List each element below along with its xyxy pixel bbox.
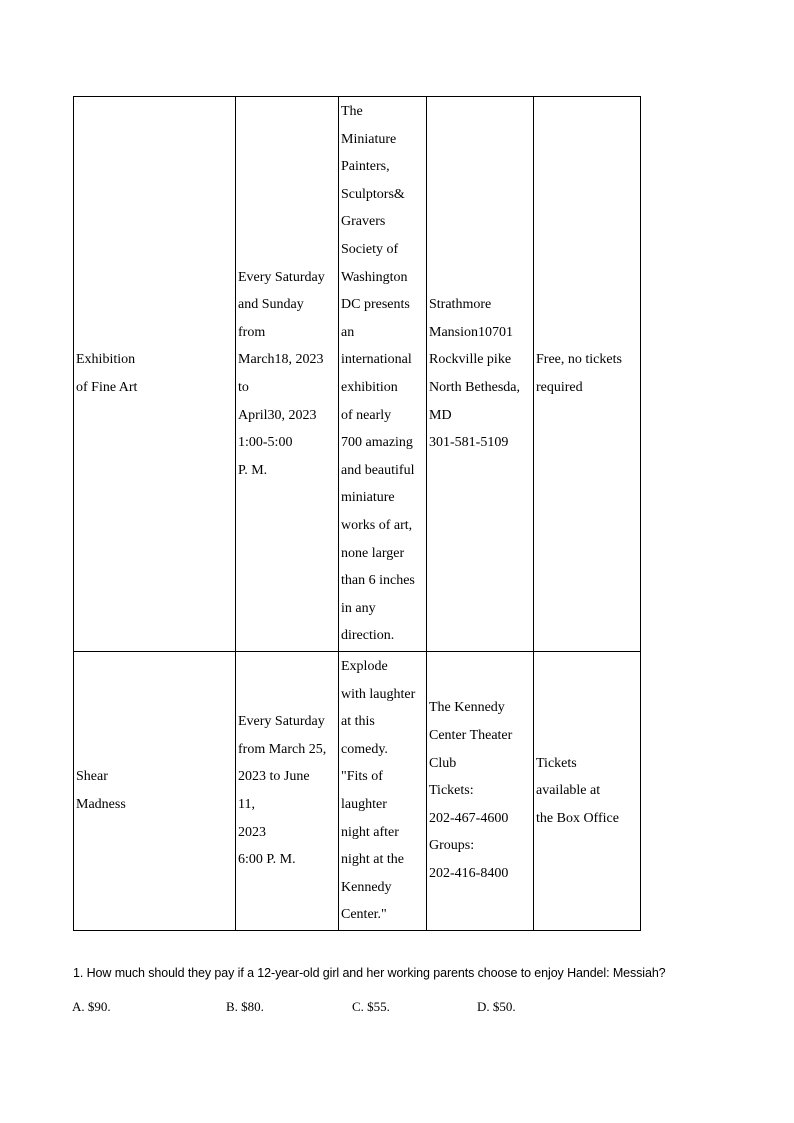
cell-line: exhibition [341, 380, 398, 395]
event-name-cell [74, 652, 236, 931]
cell-line: none larger [341, 545, 405, 561]
cell-line: Madness [76, 797, 126, 812]
cell-line: Groups: [429, 838, 475, 854]
event-time-cell [236, 97, 339, 652]
cell-line: 11, [238, 797, 255, 812]
question-body: How much should they pay if a 12-year-old girl and her working parents choose to enjoy Handel: Messiah? [86, 966, 666, 980]
cell-line: MD [429, 407, 452, 423]
question-number: 1. [73, 966, 84, 980]
cell-line: Center Theater [429, 728, 513, 744]
cell-line: in any [341, 600, 376, 616]
table-row [74, 97, 641, 652]
cell-line: the Box Office [536, 810, 619, 826]
event-tickets-cell [534, 652, 641, 931]
cell-line: works of art, [341, 517, 413, 533]
cell-line: Miniature [341, 131, 397, 147]
cell-line: Every Saturday [238, 269, 325, 285]
event-location-cell [427, 97, 534, 652]
cell-line: Club [429, 755, 457, 771]
cell-line: miniature [341, 490, 395, 506]
cell-line: Tickets [536, 755, 577, 771]
cell-line: Explode [341, 659, 388, 675]
cell-line: 2023 [238, 824, 266, 840]
cell-line: from [238, 324, 266, 340]
cell-line: Every Saturday [238, 714, 325, 730]
option-c[interactable]: C. $55. [352, 999, 390, 1014]
option-b[interactable]: B. $80. [226, 999, 264, 1014]
cell-line: international [341, 352, 412, 368]
cell-line: Sculptors& [341, 186, 405, 202]
cell-line: an [341, 324, 355, 340]
cell-line: Shear [76, 769, 108, 785]
cell-line: required [536, 380, 583, 395]
cell-line: Mansion10701 [429, 324, 513, 340]
cell-line: March18, 2023 [238, 352, 324, 368]
cell-line: 202-416-8400 [429, 865, 509, 881]
event-name-cell [74, 97, 236, 652]
cell-line: 6:00 P. M. [238, 852, 296, 868]
cell-line: The Kennedy [429, 700, 505, 716]
cell-line: 1:00-5:00 [238, 435, 293, 451]
cell-line: than 6 inches [341, 573, 415, 589]
cell-line: Society of [341, 242, 399, 258]
cell-line: Painters, [341, 159, 390, 175]
cell-line: Rockville pike [429, 352, 512, 368]
cell-line: at this [341, 714, 375, 730]
cell-line: Free, no tickets [536, 352, 622, 368]
event-description-cell [339, 652, 427, 931]
cell-line: comedy. [341, 741, 388, 757]
cell-line: from March 25, [238, 741, 327, 757]
event-location-cell [427, 652, 534, 931]
cell-line: laughter [341, 797, 387, 812]
cell-line: Exhibition [76, 352, 136, 368]
table-row [74, 652, 641, 931]
cell-line: Gravers [341, 214, 386, 230]
question-text [73, 966, 666, 980]
cell-line: "Fits of [341, 769, 383, 785]
cell-line: Washington [341, 269, 408, 285]
cell-line: 301-581-5109 [429, 435, 509, 451]
cell-line: P. M. [238, 462, 268, 478]
cell-line: night after [341, 824, 399, 840]
events-table [73, 96, 641, 931]
cell-line: Tickets: [429, 783, 474, 799]
cell-line: of nearly [341, 407, 392, 423]
cell-line: 2023 to June [238, 769, 310, 785]
cell-line: available at [536, 783, 601, 799]
cell-line: to [238, 380, 249, 395]
option-d[interactable]: D. $50. [477, 999, 516, 1014]
cell-line: and Sunday [238, 297, 304, 313]
cell-line: The [341, 104, 363, 120]
event-tickets-cell [534, 97, 641, 652]
cell-line: April30, 2023 [238, 407, 317, 423]
event-time-cell [236, 652, 339, 931]
cell-line: night at the [341, 852, 404, 868]
cell-line: 202-467-4600 [429, 810, 509, 826]
cell-line: with laughter [341, 686, 416, 702]
event-description-cell [339, 97, 427, 652]
cell-line: Center." [341, 907, 387, 923]
cell-line: of Fine Art [76, 380, 138, 395]
cell-line: direction. [341, 628, 395, 644]
option-a[interactable]: A. $90. [72, 999, 111, 1014]
cell-line: Kennedy [341, 879, 392, 895]
cell-line: and beautiful [341, 462, 415, 478]
cell-line: Strathmore [429, 297, 492, 313]
cell-line: DC presents [341, 297, 410, 313]
cell-line: 700 amazing [341, 435, 413, 451]
cell-line: North Bethesda, [429, 380, 520, 395]
